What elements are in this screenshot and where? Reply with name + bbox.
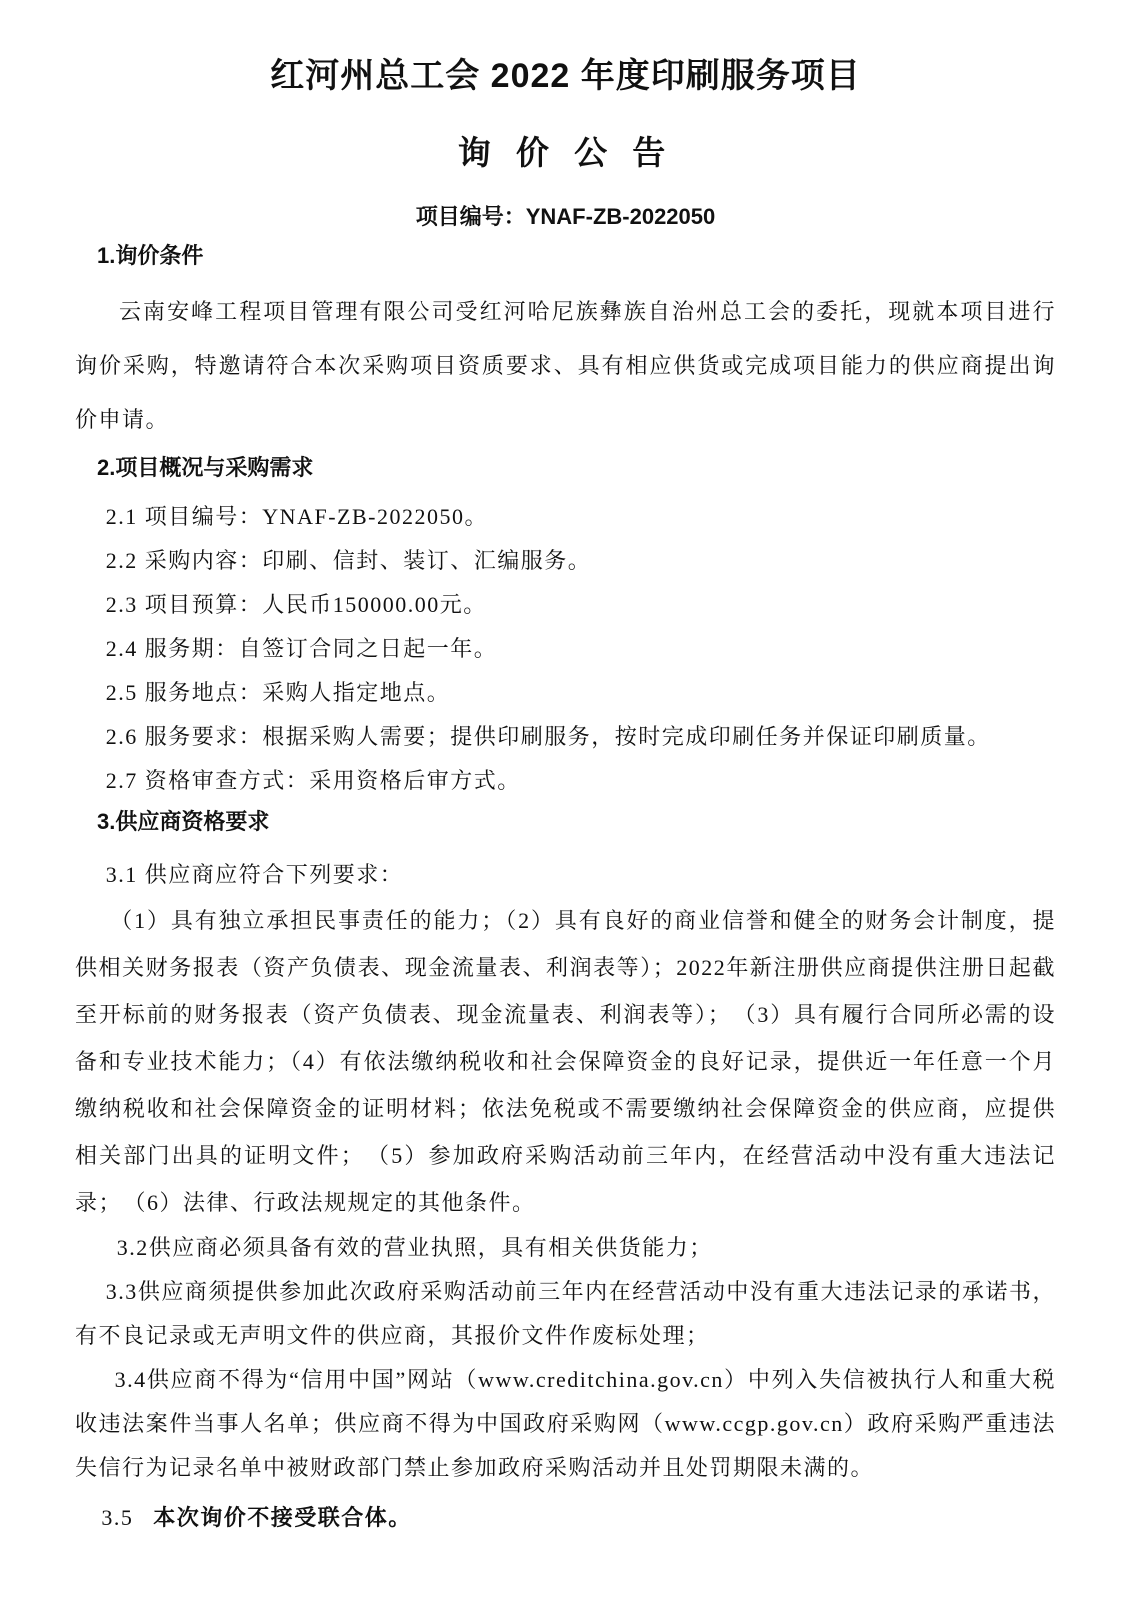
section-2-item-list	[75, 495, 1056, 803]
section-2-heading: 2.项目概况与采购需求	[97, 455, 314, 480]
list-item-2-4: 2.4 服务期：自签订合同之日起一年。	[105, 636, 498, 661]
supplier-requirements-paragraph: （1）具有独立承担民事责任的能力；（2）具有良好的商业信誉和健全的财务会计制度，提供相关财务报表（资产负债表、现金流量表、利润表等）；2022年新注册供应商提供注册日起截至开标前的财务报表（资产负债表、现金流量表、利润表等）； （3）具有履行合同所必需的设备和专业技术能力；（4）有依法缴纳税收和社会保障资金的良好记录，提供近一年任意一个月缴纳税收和社会保障资金的证明材料；依法免税或不需要缴纳社会保障资金的供应商，应提供相关部门出具的证明文件； （5）参加政府采购活动前三年内，在经营活动中没有重大违法记录； （6）法律、行政法规规定的其他条件。	[75, 908, 1056, 1215]
document-title: 红河州总工会 2022 年度印刷服务项目	[270, 57, 861, 95]
list-item-3-1: 3.1 供应商应符合下列要求：	[105, 862, 404, 887]
list-item-3-5	[75, 1496, 1056, 1540]
list-item-3-4: 3.4供应商不得为“信用中国”网站（www.creditchina.gov.cn）中列入失信被执行人和重大税收违法案件当事人名单；供应商不得为中国政府采购网（www.ccgp.gov.cn）政府采购严重违法失信行为记录名单中被财政部门禁止参加政府采购活动并且处罚期限未满的。	[75, 1367, 1056, 1480]
list-item-2-7: 2.7 资格审查方式：采用资格后审方式。	[105, 768, 521, 793]
list-item-2-1: 2.1 项目编号：YNAF-ZB-2022050。	[105, 504, 488, 529]
list-item-2-5: 2.5 服务地点：采购人指定地点。	[105, 680, 451, 705]
section-3-heading: 3.供应商资格要求	[97, 809, 270, 834]
project-number: 项目编号：YNAF-ZB-2022050	[415, 204, 716, 229]
list-item-3-3: 3.3供应商须提供参加此次政府采购活动前三年内在经营活动中没有重大违法记录的承诺书，有不良记录或无声明文件的供应商，其报价文件作废标处理；	[75, 1279, 1056, 1348]
section-1-paragraph: 云南安峰工程项目管理有限公司受红河哈尼族彝族自治州总工会的委托，现就本项目进行询价采购，特邀请符合本次采购项目资质要求、具有相应供货或完成项目能力的供应商提出询价申请。	[75, 299, 1056, 432]
item-3-5-statement: 本次询价不接受联合体。	[153, 1505, 412, 1530]
list-item-2-2: 2.2 采购内容：印刷、信封、装订、汇编服务。	[105, 548, 592, 573]
item-3-5-number: 3.5	[101, 1505, 134, 1530]
section-1-heading: 1.询价条件	[97, 243, 204, 268]
document-subtitle: 询 价 公 告	[457, 134, 674, 171]
list-item-3-2: 3.2供应商必须具备有效的营业执照，具有相关供货能力；	[116, 1235, 713, 1260]
list-item-2-6: 2.6 服务要求：根据采购人需要；提供印刷服务，按时完成印刷任务并保证印刷质量。	[105, 724, 991, 749]
list-item-2-3: 2.3 项目预算：人民币150000.00元。	[105, 592, 487, 617]
